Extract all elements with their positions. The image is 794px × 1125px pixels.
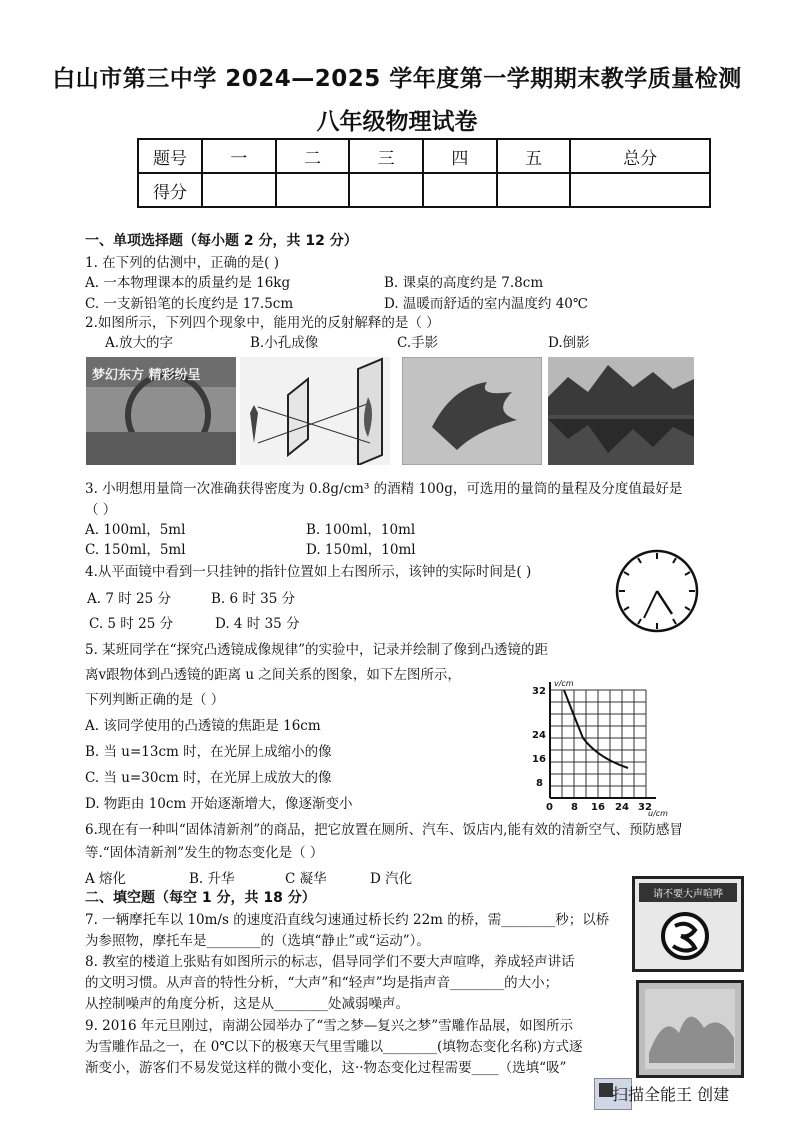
score-cell: 一 (202, 139, 276, 173)
q4-option-c: C. 5 时 25 分 (89, 616, 174, 632)
q9-line1: 9. 2016 年元旦刚过，南湖公园举办了“雪之梦—复兴之梦”雪雕作品展，如图所示 (85, 1018, 574, 1034)
score-cell-empty (276, 173, 350, 207)
q5-option-c: C. 当 u=30cm 时，在光屏上成放大的像 (85, 770, 332, 786)
graph-y-tick: 8 (536, 778, 543, 789)
clock-icon (614, 548, 700, 634)
q8-line2: 的文明习惯。从声音的特性分析，“大声”和“轻声”均是指声音________的大小； (85, 975, 559, 991)
scanner-footer-text: 扫描全能王 创建 (612, 1085, 730, 1104)
q4-option-d: D. 4 时 35 分 (215, 616, 300, 632)
graph-x-tick: 32 (638, 802, 652, 813)
q5-option-b: B. 当 u=13cm 时，在光屏上成缩小的像 (85, 744, 332, 760)
q8-line3: 从控制噪声的角度分析，这是从________处减弱噪声。 (85, 996, 409, 1012)
score-cell-empty (570, 173, 710, 207)
q2-image-reflection (548, 357, 694, 465)
q6-option-d: D 汽化 (370, 871, 413, 887)
q5-option-a: A. 该同学使用的凸透镜的焦距是 16cm (85, 718, 321, 734)
score-cell: 总分 (570, 139, 710, 173)
score-cell: 题号 (138, 139, 202, 173)
q2-option-c: C.手影 (397, 335, 439, 351)
score-cell-empty (349, 173, 423, 207)
q6-option-b: B. 升华 (189, 871, 235, 887)
q2-stem: 2.如图所示，下列四个现象中，能用光的反射解释的是（ ） (85, 315, 440, 331)
lens-graph (528, 676, 688, 822)
q2-image-a-text: 梦幻东方 精彩纷呈 (92, 368, 201, 383)
score-cell: 四 (423, 139, 497, 173)
q6-line1: 6.现在有一种叫“固体清新剂”的商品，把它放置在厕所、汽车、饭店内,能有效的清新空气、预防感冒 (85, 822, 683, 838)
graph-y-tick: 24 (532, 730, 546, 741)
graph-x-label: u/cm (648, 809, 668, 818)
graph-y-tick: 32 (532, 686, 546, 697)
q7-line1: 7. 一辆摩托车以 10m/s 的速度沿直线匀速通过桥长约 22m 的桥，需________秒；以桥 (85, 912, 610, 928)
score-cell: 二 (276, 139, 350, 173)
q8-line1: 8. 教室的楼道上张贴有如图所示的标志，倡导同学们不要大声喧哗，养成轻声讲话 (85, 954, 575, 970)
q2-option-b: B.小孔成像 (250, 335, 319, 351)
q1-option-c: C. 一支新铅笔的长度约是 17.5cm (85, 296, 294, 312)
q3-blank: （ ） (85, 502, 117, 518)
score-cell: 五 (497, 139, 571, 173)
q4-option-a: A. 7 时 25 分 (87, 591, 171, 607)
q2-image-hand-shadow (402, 357, 542, 465)
q2-option-d: D.倒影 (548, 335, 590, 351)
q2-image-magnified-text (86, 357, 236, 465)
q5-line1: 5. 某班同学在“探究凸透镜成像规律”的实验中，记录并绘制了像到凸透镜的距 (85, 642, 548, 658)
q1-option-d: D. 温暖而舒适的室内温度约 40℃ (384, 296, 588, 312)
quiet-sign-text: 请不要大声喧哗 (639, 883, 737, 902)
score-cell-empty (497, 173, 571, 207)
q9-line3: 渐变小，游客们不易发觉这样的微小变化，这··物态变化过程需要____（选填“吸” (85, 1060, 567, 1076)
q2-image-pinhole (240, 357, 390, 465)
graph-x-tick: 0 (546, 802, 553, 813)
score-cell: 得分 (138, 173, 202, 207)
q3-option-c: C. 150ml，5ml (85, 542, 186, 558)
q1-option-b: B. 课桌的高度约是 7.8cm (384, 275, 544, 291)
q1-option-a: A. 一本物理课本的质量约是 16kg (85, 275, 291, 291)
q4-option-b: B. 6 时 35 分 (211, 591, 296, 607)
graph-x-tick: 24 (615, 802, 629, 813)
exam-subtitle: 八年级物理试卷 (316, 109, 478, 135)
graph-x-tick: 8 (571, 802, 578, 813)
graph-y-tick: 16 (532, 754, 546, 765)
q6-option-c: C 凝华 (285, 871, 327, 887)
section2-heading: 二、填空题（每空 1 分，共 18 分） (85, 890, 316, 906)
snow-sculpture-image (636, 980, 744, 1078)
q6-option-a: A 熔化 (85, 871, 127, 887)
q3-option-a: A. 100ml，5ml (85, 522, 186, 538)
score-cell-empty (423, 173, 497, 207)
q4-stem: 4.从平面镜中看到一只挂钟的指针位置如上右图所示，该钟的实际时间是( ) (85, 564, 532, 580)
q3-stem: 3. 小明想用量筒一次准确获得密度为 0.8g/cm³ 的酒精 100g，可选用的量筒的量程及分度值最好是 (85, 481, 683, 497)
score-cell-empty (202, 173, 276, 207)
q9-line2: 为雪雕作品之一，在 0℃以下的极寒天气里雪雕以________(填物态变化名称)方式逐 (85, 1039, 583, 1055)
quiet-sign-image (632, 876, 744, 972)
q1-stem: 1. 在下列的估测中，正确的是( ) (85, 255, 279, 271)
score-table-header-row (138, 139, 710, 173)
q7-line2: 为参照物，摩托车是________的（选填“静止”或“运动”）。 (85, 933, 430, 949)
section1-heading: 一、单项选择题（每小题 2 分，共 12 分） (85, 233, 358, 249)
q3-option-b: B. 100ml，10ml (306, 522, 416, 538)
score-cell: 三 (349, 139, 423, 173)
score-table (137, 138, 711, 208)
q5-line3: 下列判断正确的是（ ） (85, 692, 225, 708)
q3-option-d: D. 150ml，10ml (306, 542, 416, 558)
graph-x-tick: 16 (591, 802, 605, 813)
quiet-sign-symbol (635, 906, 735, 966)
q2-option-a: A.放大的字 (105, 335, 174, 351)
q6-line2: 等.“固体清新剂”发生的物态变化是（ ） (85, 845, 324, 861)
q5-option-d: D. 物距由 10cm 开始逐渐增大，像逐渐变小 (85, 796, 353, 812)
score-table-score-row (138, 173, 710, 207)
exam-title: 白山市第三中学 2024—2025 学年度第一学期期末教学质量检测 (52, 66, 742, 92)
q5-line2: 离v跟物体到凸透镜的距离 u 之间关系的图象，如下左图所示， (85, 667, 461, 683)
graph-y-label: v/cm (554, 679, 574, 688)
